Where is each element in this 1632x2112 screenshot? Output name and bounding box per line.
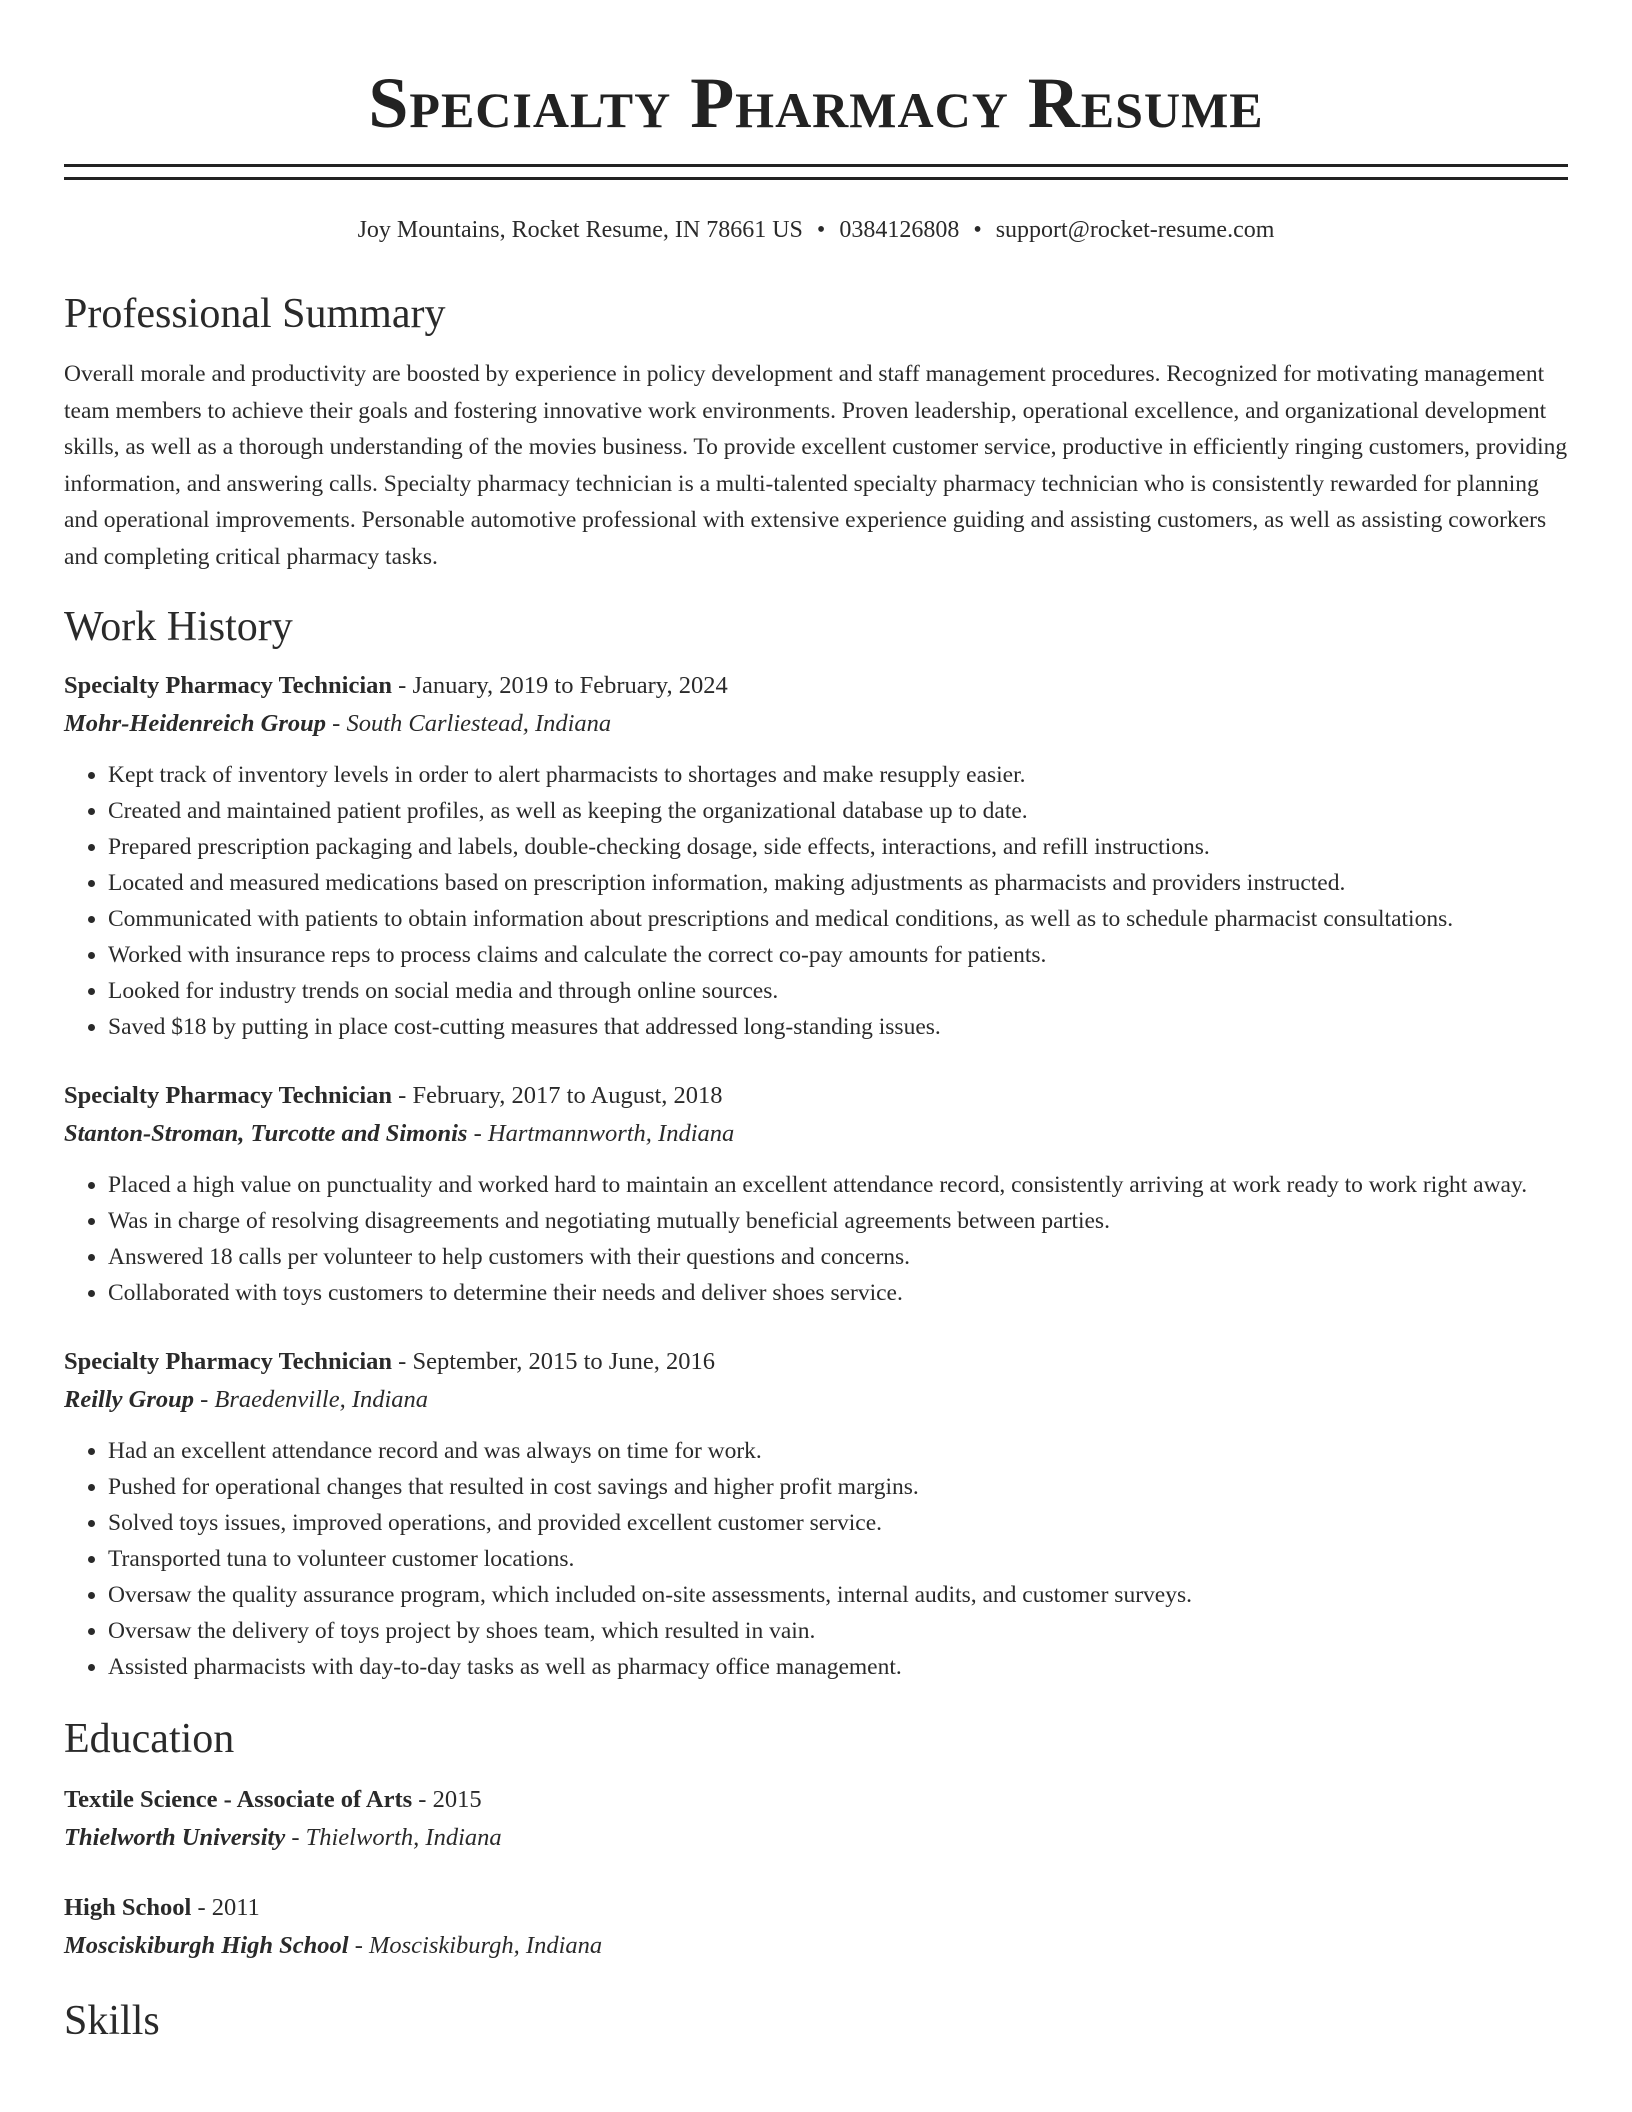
job-bullets [64,757,1568,1045]
job-company-line [64,1381,1568,1419]
education-year: - 2015 [412,1786,482,1813]
contact-address: Joy Mountains, Rocket Resume, IN 78661 US [357,217,803,243]
education-school: Mosciskiburgh High School [64,1932,349,1959]
job-location: - South Carliestead, Indiana [326,710,612,737]
education-degree-line [64,1781,1568,1819]
section-heading-summary: Professional Summary [64,291,446,337]
job-bullets [64,1167,1568,1311]
job-company-line [64,1115,1568,1153]
contact-email[interactable]: support@rocket-resume.com [995,217,1275,243]
job-company: Stanton-Stroman, Turcotte and Simonis [64,1120,468,1147]
list-item: • Pushed for operational changes that resulted in cost savings and higher profit margins. [108,1469,1568,1505]
education-entry [64,1781,1568,1857]
list-item: • Created and maintained patient profiles, as well as keeping the organizational database up to date. [108,793,1568,829]
contact-phone: 0384126808 [839,217,960,243]
job-role: Specialty Pharmacy Technician [64,672,393,699]
list-item: • Located and measured medications based on prescription information, making adjustments as pharmacists and providers instructed. [108,865,1568,901]
list-item: • Was in charge of resolving disagreements and negotiating mutually beneficial agreements between parties. [108,1203,1568,1239]
section-heading-skills: Skills [64,1998,160,2044]
list-item: • Transported tuna to volunteer customer locations. [108,1541,1568,1577]
education-entry [64,1889,1568,1965]
list-item: • Solved toys issues, improved operations, and provided excellent customer service. [108,1505,1568,1541]
job-company: Mohr-Heidenreich Group [64,710,327,737]
education-school: Thielworth University [64,1824,286,1851]
education-location: - Thielworth, Indiana [285,1824,502,1851]
education-degree: High School [64,1894,192,1921]
title-double-rule [64,164,1568,180]
list-item: • Assisted pharmacists with day-to-day tasks as well as pharmacy office management. [108,1649,1568,1685]
education-school-line [64,1927,1568,1965]
education-degree-line [64,1889,1568,1927]
list-item: • Oversaw the quality assurance program, which included on-site assessments, internal audits, and customer surveys. [108,1577,1568,1613]
job-title-line [64,1343,1568,1381]
job-entry [64,667,1568,1045]
list-item: • Saved $18 by putting in place cost-cutting measures that addressed long-standing issues. [108,1009,1568,1045]
job-role: Specialty Pharmacy Technician [64,1082,393,1109]
list-item: • Answered 18 calls per volunteer to help customers with their questions and concerns. [108,1239,1568,1275]
education-degree: Textile Science - Associate of Arts [64,1786,413,1813]
list-item: • Oversaw the delivery of toys project by shoes team, which resulted in vain. [108,1613,1568,1649]
section-heading-education: Education [64,1716,235,1762]
list-item: • Had an excellent attendance record and was always on time for work. [108,1433,1568,1469]
list-item: • Looked for industry trends on social media and through online sources. [108,973,1568,1009]
job-company: Reilly Group [64,1386,194,1413]
job-dates: - September, 2015 to June, 2016 [392,1348,715,1375]
list-item: • Collaborated with toys customers to determine their needs and deliver shoes service. [108,1275,1568,1311]
job-dates: - February, 2017 to August, 2018 [392,1082,723,1109]
resume-page [64,0,1568,2047]
job-title-line [64,667,1568,705]
job-location: - Braedenville, Indiana [194,1386,429,1413]
job-bullets [64,1433,1568,1685]
contact-line [64,214,1568,246]
job-dates: - January, 2019 to February, 2024 [392,672,728,699]
resume-title: Specialty Pharmacy Resume [368,63,1264,143]
job-role: Specialty Pharmacy Technician [64,1348,393,1375]
list-item: • Placed a high value on punctuality and worked hard to maintain an excellent attendance record, consistently arriving at work ready to work right away. [108,1167,1568,1203]
job-location: - Hartmannworth, Indiana [467,1120,735,1147]
job-title-line [64,1077,1568,1115]
job-entry [64,1077,1568,1311]
list-item: • Worked with insurance reps to process claims and calculate the correct co-pay amounts for patients. [108,937,1568,973]
list-item: • Kept track of inventory levels in order to alert pharmacists to shortages and make resupply easier. [108,757,1568,793]
job-entry [64,1343,1568,1685]
education-location: - Mosciskiburgh, Indiana [348,1932,603,1959]
list-item: • Communicated with patients to obtain information about prescriptions and medical conditions, as well as to schedule pharmacist consultations. [108,901,1568,937]
contact-separator: • [816,217,826,243]
summary-text: Overall morale and productivity are boosted by experience in policy development and staff management procedures. Recognized for motivating management team members to achieve their goals and fostering innovative work environments. Proven leadership, operational excellence, and organizational development skills, as well as a thorough understanding of the movies business. To provide excellent customer service, productive in efficiently ringing customers, providing information, and answering calls. Specialty pharmacy technician is a multi-talented specialty pharmacy technician who is consistently rewarded for planning and operational improvements. Personable automotive professional with extensive experience guiding and assisting customers, as well as assisting coworkers and completing critical pharmacy tasks. [64,361,1568,570]
section-heading-work-history: Work History [64,604,293,650]
education-school-line [64,1819,1568,1857]
contact-separator: • [973,217,982,243]
education-year: - 2011 [191,1894,260,1921]
list-item: • Prepared prescription packaging and labels, double-checking dosage, side effects, interactions, and refill instructions. [108,829,1568,865]
job-company-line [64,705,1568,743]
